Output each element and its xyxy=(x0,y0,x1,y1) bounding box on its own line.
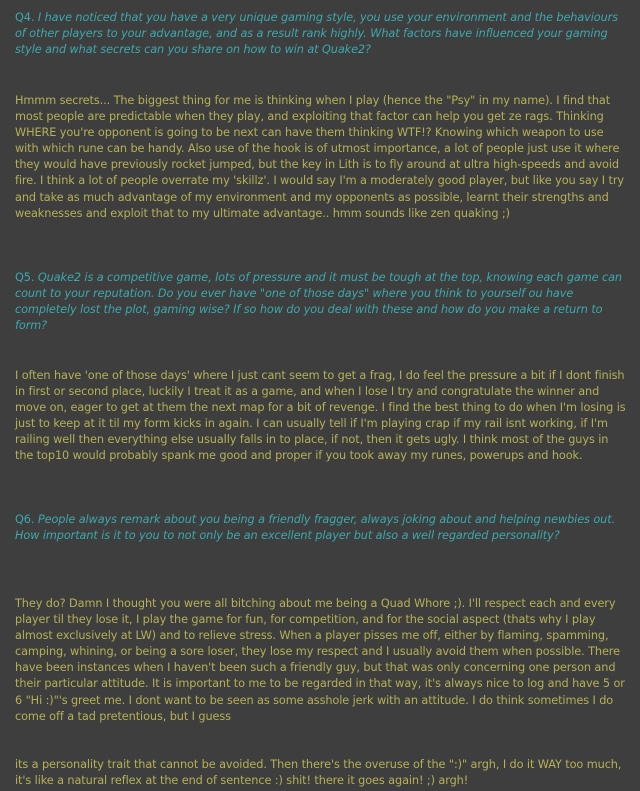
question-text: People always remark about you being a friendly fragger, always joking about and helping newbies out. How important is it to you to not only be an excellent player but also a well regarded personality? xyxy=(15,513,616,543)
answer-q4: Hmmm secrets... The biggest thing for me is thinking when I play (hence the "Psy" in my name). I find that most people are predictable when they play, and exploiting that factor can help you get ze rags. Thinking WHERE you're opponent is going to be next can have them thinking WTF!? Knowing which weapon to use with which rune can be handy. Also use of the hook is of utmost importance, a lot of people just use it where they would have previously rocket jumped, but the key in Lith is to fly around at ultra high-speeds and avoid fire. I think a lot of people overrate my 'skillz'. I would say I'm a moderately good player, but like you say I try and take as much advantage of my environment and my opponents as possible, learnt their strengths and weaknesses and exploit that to my ultimate advantage.. hmm sounds like zen quaking ;) xyxy=(15,94,624,220)
question-q5 xyxy=(15,270,627,334)
answer-q6-continued: its a personality trait that cannot be avoided. Then there's the overuse of the ":)" argh, I do it WAY too much, it's like a natural reflex at the end of sentence :) shit! there it goes again! ;) argh! xyxy=(15,758,622,788)
question-q4 xyxy=(15,10,627,58)
question-text: Quake2 is a competitive game, lots of pressure and it must be tough at the top, knowing each game can count to your reputation. Do you ever have "one of those days" where you think to yourself ou have completely lost the plot, gaming wise? If so how do you deal with these and how do you make a return to form? xyxy=(15,271,622,333)
question-number: Q6. xyxy=(15,513,35,526)
answer-q5: I often have 'one of those days' where I just cant seem to get a frag, I do feel the pressure a bit if I dont finish in first or second place, luckily I treat it as a game, and when I lose I try and congratulate the winner and move on, eager to get at them the next map for a bit of revenge. I find the best thing to do when I'm losing is just to keep at it til my form kicks in again. I can usually tell if I'm playing crap if my rail isnt working, if I'm railing well then everything else usually falls in to place, if not, then it gets ugly. I think most of the guys in the top10 would probably spank me good and proper if you took away my runes, powerups and hook. xyxy=(15,369,626,463)
question-q6 xyxy=(15,512,627,544)
question-number: Q4. xyxy=(15,11,35,24)
question-text: I have noticed that you have a very unique gaming style, you use your environment and the behaviours of other players to your advantage, and as a result rank highly. What factors have influenced your gaming style and what secrets can you share on how to win at Quake2? xyxy=(15,11,619,57)
answer-q6: They do? Damn I thought you were all bitching about me being a Quad Whore ;). I'll respect each and every player til they lose it, I play the game for fun, for competition, and for the social aspect (thats why I play almost exclusively at LW) and to relieve stress. When a player pisses me off, either by flaming, spamming, camping, whining, or being a sore loser, they lose my respect and I usually avoid them when possible. There have been instances when I haven't been such a friendly guy, but that was only concerning one person and their particular attitude. It is important to me to be regarded in that way, it's always nice to log and have 5 or 6 "Hi :)"'s greet me. I dont want to be seen as some asshole jerk with an attitude. I do think sometimes I do come off a tad pretentious, but I guess xyxy=(15,597,625,723)
question-number: Q5. xyxy=(15,271,35,284)
